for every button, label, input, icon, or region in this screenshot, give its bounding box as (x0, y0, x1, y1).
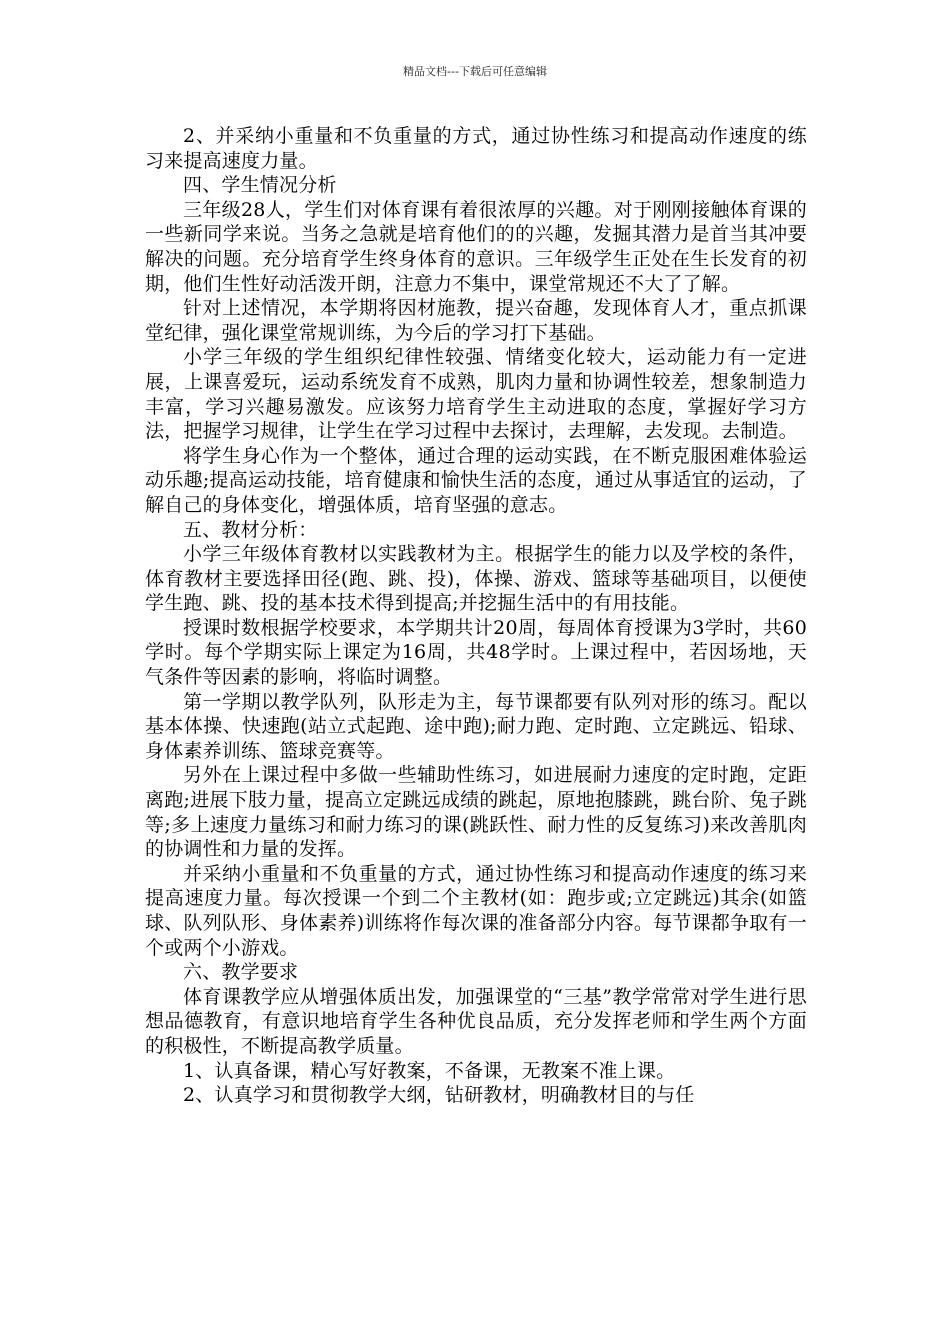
paragraph-requirement-1: 1、认真备课，精心写好教案，不备课，无教案不准上课。 (183, 1059, 676, 1082)
paragraph-first-term: 第一学期以教学队列，队形走为主，每节课都要有队列对形的练习。配以基本体操、快速跑(站立式起跑、途中跑);耐力跑、定时跑、立定跳远、铅球、身体素养训练、篮球竞赛等。 (145, 690, 807, 762)
paragraph-grade-three-students: 三年级28人，学生们对体育课有着很浓厚的兴趣。对于刚刚接触体育课的一些新同学来说。当务之急就是培育他们的的兴趣，发掘其潜力是首当其冲要解决的问题。充分培育学生终身体育的意识。三年级学生正处在生长发育的初期，他们生性好动活泼开朗，注意力不集中，课堂常规还不大了了解。 (145, 198, 807, 295)
section-heading-student-analysis: 四、学生情况分析 (183, 174, 337, 197)
paragraph-teaching-response: 针对上述情况，本学期将因材施教，提兴奋趣，发现体育人才，重点抓课堂纪律，强化课堂常规训练，为今后的学习打下基础。 (145, 297, 807, 344)
paragraph-speed-strength-method: 2、并采纳小重量和不负重量的方式，通过协性练习和提高动作速度的练习来提高速度力量。 (145, 125, 807, 172)
section-heading-material-analysis: 五、教材分析： (183, 518, 318, 541)
paragraph-lesson-structure: 并采纳小重量和不负重量的方式，通过协性练习和提高动作速度的练习来提高速度力量。每次授课一个到二个主教材(如：跑步或;立定跳远)其余(如篮球、队列队形、身体素养)训练将作每次课的准备部分内容。每节课都争取有一个或两个小游戏。 (145, 862, 807, 959)
section-heading-teaching-requirements: 六、教学要求 (183, 961, 299, 984)
paragraph-student-characteristics: 小学三年级的学生组织纪律性较强、情绪变化较大，运动能力有一定进展，上课喜爱玩，运动系统发育不成熟，肌肉力量和协调性较差，想象制造力丰富，学习兴趣易激发。应该努力培育学生主动进取的态度，掌握好学习方法，把握学习规律，让学生在学习过程中去探讨，去理解，去发现。去制造。 (145, 346, 807, 443)
paragraph-whole-person: 将学生身心作为一个整体，通过合理的运动实践，在不断克服困难体验运动乐趣;提高运动技能，培育健康和愉快生活的态度，通过从事适宜的运动，了解自己的身体变化，增强体质，培育坚强的意志。 (145, 444, 807, 516)
paragraph-teaching-quality: 体育课教学应从增强体质出发，加强课堂的“三基”教学常常对学生进行思想品德教育，有意识地培育学生各种优良品质，充分发挥老师和学生两个方面的积极性，不断提高教学质量。 (145, 985, 807, 1057)
document-body (145, 124, 807, 1108)
paragraph-auxiliary-exercises: 另外在上课过程中多做一些辅助性练习，如进展耐力速度的定时跑，定距离跑;进展下肢力量，提高立定跳远成绩的跳起，原地抱膝跳，跳台阶、兔子跳等;多上速度力量练习和耐力练习的课(跳跃性、耐力性的反复练习)来改善肌肉的协调性和力量的发挥。 (145, 764, 807, 861)
paragraph-requirement-2: 2、认真学习和贯彻教学大纲，钻研教材，明确教材目的与任 (183, 1084, 695, 1107)
paragraph-material-overview: 小学三年级体育教材以实践教材为主。根据学生的能力以及学校的条件，体育教材主要选择田径(跑、跳、投)，体操、游戏、篮球等基础项目，以便使学生跑、跳、投的基本技术得到提高;并挖掘生活中的有用技能。 (145, 543, 807, 615)
page-header: 精品文档---下载后可任意编辑 (403, 65, 547, 78)
paragraph-class-hours: 授课时数根据学校要求，本学期共计20周，每周体育授课为3学时，共60学时。每个学期实际上课定为16周，共48学时。上课过程中，若因场地，天气条件等因素的影响，将临时调整。 (145, 616, 807, 689)
